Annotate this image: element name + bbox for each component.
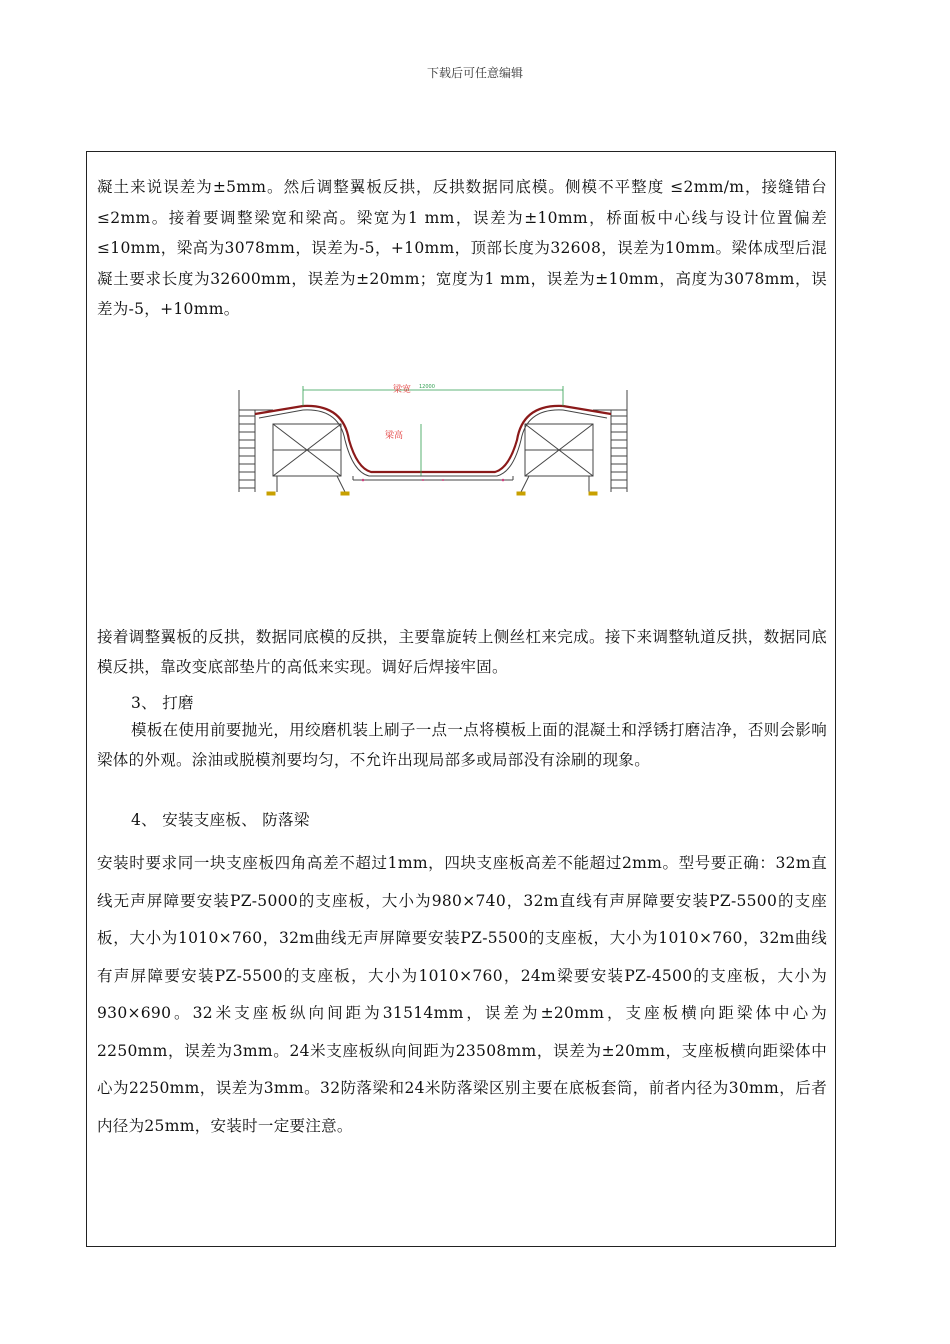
paragraph-tolerances: 凝土来说误差为±5mm。然后调整翼板反拱，反拱数据同底模。侧模不平整度 ≤2mm/m，接缝错台≤2mm。接着要调整梁宽和梁高。梁宽为1 mm，误差为±10mm，桥面板中心线与设计位置偏差≤10mm，梁高为3078mm，误差为-5，+10mm，顶部长度为32608，误差为10mm。梁体成型后混凝土要求长度为32600mm，误差为±20mm；宽度为1 mm，误差为±10mm，高度为3078mm，误差为-5，+10mm。 <box>97 178 827 318</box>
paragraph-polishing: 模板在使用前要抛光，用绞磨机装上刷子一点一点将模板上面的混凝土和浮锈打磨洁净，否则会影响梁体的外观。涂油或脱模剂要均匀，不允许出现局部多或局部没有涂刷的现象。 <box>97 721 827 769</box>
section-heading-polishing: 3、 打磨 <box>131 694 194 712</box>
right-truss <box>521 424 593 492</box>
formwork-inner <box>259 410 607 476</box>
base-supports <box>267 492 597 495</box>
beam-height-label: 梁高 <box>385 431 404 441</box>
formwork-skin <box>255 406 611 472</box>
right-ladder <box>611 390 627 492</box>
section-heading-bearing-plates: 4、 安装支座板、 防落梁 <box>131 811 310 829</box>
beam-width-label: 梁宽 <box>393 385 412 395</box>
page-header: 下载后可任意编辑 <box>426 66 523 80</box>
left-truss <box>273 424 345 492</box>
paragraph-wing-camber: 接着调整翼板的反拱，数据同底模的反拱，主要靠旋转上侧丝杠来完成。接下来调整轨道反拱，数据同底模反拱，靠改变底部垫片的高低来实现。调好后焊接牢固。 <box>97 628 827 676</box>
formwork-cross-section-drawing <box>233 380 633 510</box>
paragraph-bearing-plates: 安装时要求同一块支座板四角高差不超过1mm，四块支座板高差不能超过2mm。型号要正确：32m直线无声屏障要安装PZ-5000的支座板，大小为980×740，32m直线有声屏障要安装PZ-5500的支座板，大小为1010×760，32m曲线无声屏障要安装PZ-5500的支座板，大小为1010×760，32m曲线有声屏障要安装PZ-5500的支座板，大小为1010×760，24m梁要安装PZ-4500的支座板，大小为930×690。32米支座板纵向间距为31514mm，误差为±20mm，支座板横向距梁体中心为2250mm，误差为3mm。24米支座板纵向间距为23508mm，误差为±20mm，支座板横向距梁体中心为2250mm，误差为3mm。32防落梁和24米防落梁区别主要在底板套筒，前者内径为30mm，后者内径为25mm，安装时一定要注意。 <box>97 854 827 1135</box>
left-ladder <box>239 390 255 492</box>
beam-width-value: 12000 <box>419 384 435 390</box>
bottom-plate <box>353 476 513 480</box>
